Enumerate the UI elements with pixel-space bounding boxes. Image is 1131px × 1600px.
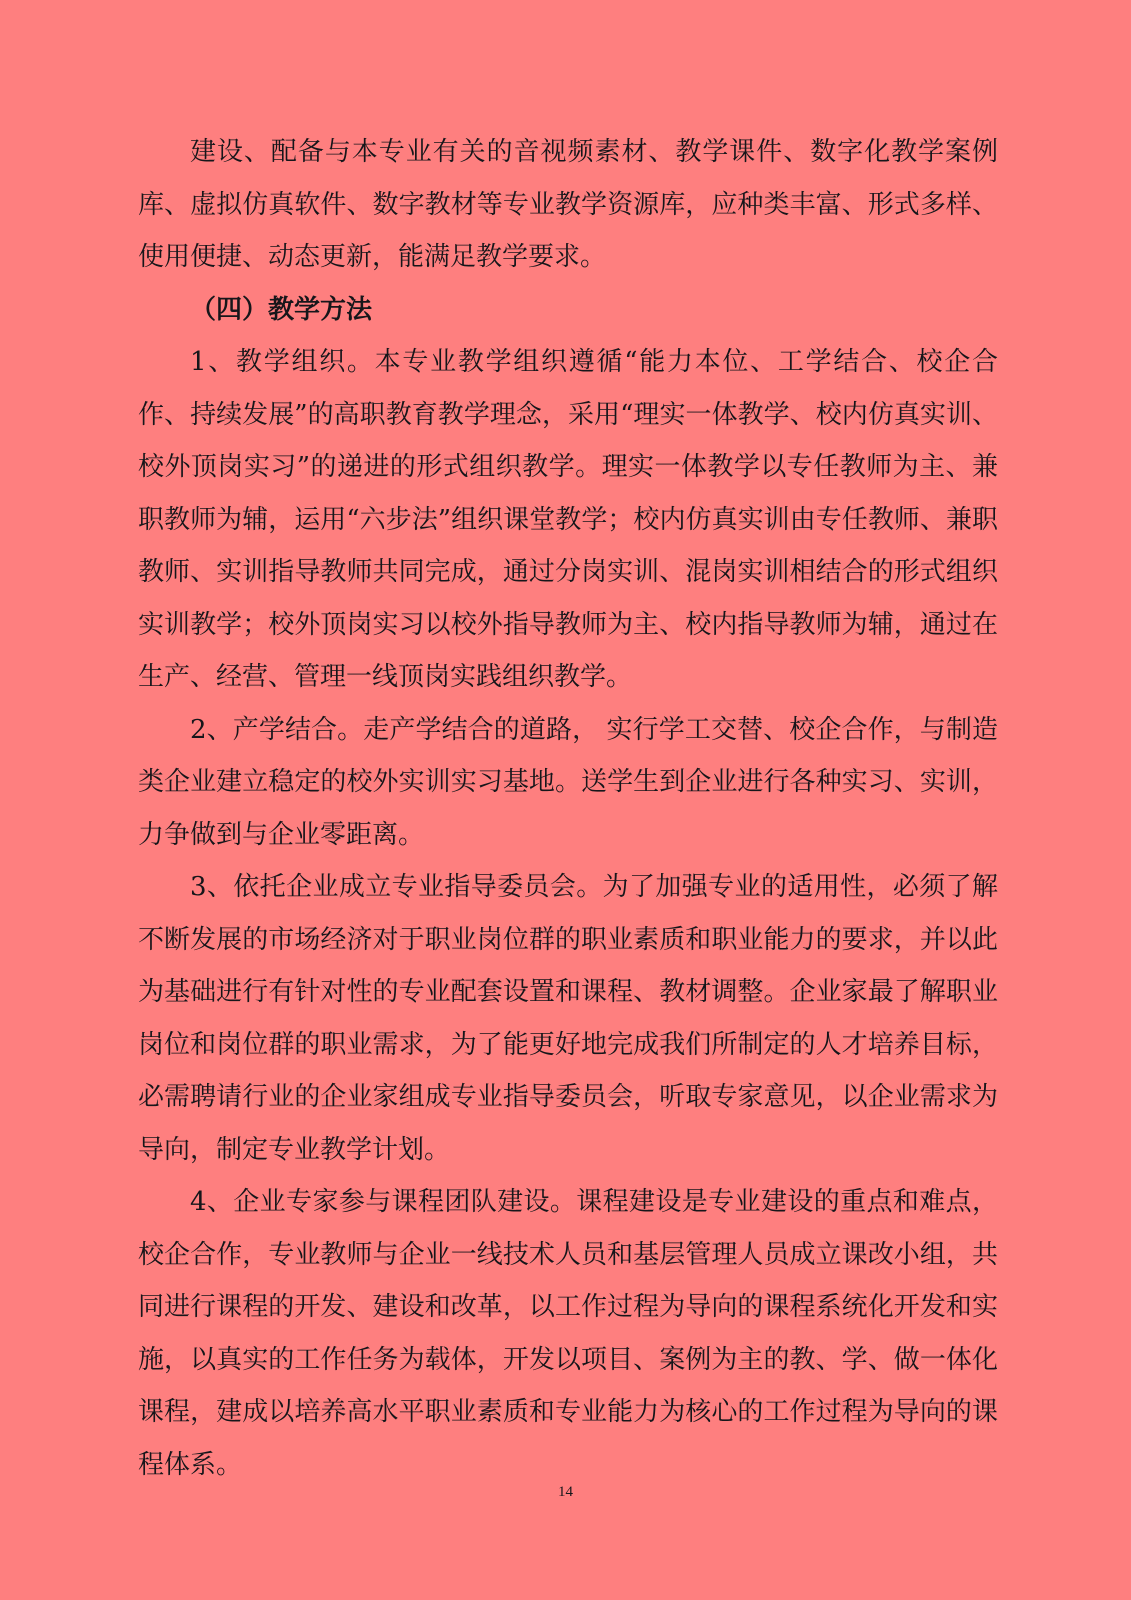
paragraph-resource-library: 建设、配备与本专业有关的音视频素材、教学课件、数字化教学案例库、虚拟仿真软件、数字教材等专业教学资源库，应种类丰富、形式多样、使用便捷、动态更新，能满足教学要求。: [138, 137, 998, 272]
paragraph-course-team: 4、企业专家参与课程团队建设。课程建设是专业建设的重点和难点，校企合作，专业教师与企业一线技术人员和基层管理人员成立课改小组，共同进行课程的开发、建设和改革，以工作过程为导向的课程系统化开发和实施，以真实的工作任务为载体，开发以项目、案例为主的教、学、做一体化课程，建成以培养高水平职业素质和专业能力为核心的工作过程为导向的课程体系。: [138, 1187, 998, 1480]
paragraph-steering-committee: 3、依托企业成立专业指导委员会。为了加强专业的适用性，必须了解不断发展的市场经济对于职业岗位群的职业素质和职业能力的要求，并以此为基础进行有针对性的专业配套设置和课程、教材调整。企业家最了解职业岗位和岗位群的职业需求，为了能更好地完成我们所制定的人才培养目标，必需聘请行业的企业家组成专业指导委员会，听取专家意见，以企业需求为导向，制定专业教学计划。: [138, 872, 998, 1165]
page-number: 14: [558, 1484, 573, 1500]
page-body: [138, 126, 998, 1491]
paragraph-industry-education: 2、产学结合。走产学结合的道路， 实行学工交替、校企合作，与制造类企业建立稳定的校外实训实习基地。送学生到企业进行各种实习、实训，力争做到与企业零距离。: [138, 714, 998, 850]
paragraph-teaching-organization: 1、教学组织。本专业教学组织遵循“能力本位、工学结合、校企合作、持续发展”的高职教育教学理念，采用“理实一体教学、校内仿真实训、校外顶岗实习”的递进的形式组织教学。理实一体教学以专任教师为主、兼职教师为辅，运用“六步法”组织课堂教学；校内仿真实训由专任教师、兼职教师、实训指导教师共同完成，通过分岗实训、混岗实训相结合的形式组织实训教学；校外顶岗实习以校外指导教师为主、校内指导教师为辅，通过在生产、经营、管理一线顶岗实践组织教学。: [138, 347, 998, 692]
section-heading-teaching-methods: （四）教学方法: [190, 294, 373, 325]
